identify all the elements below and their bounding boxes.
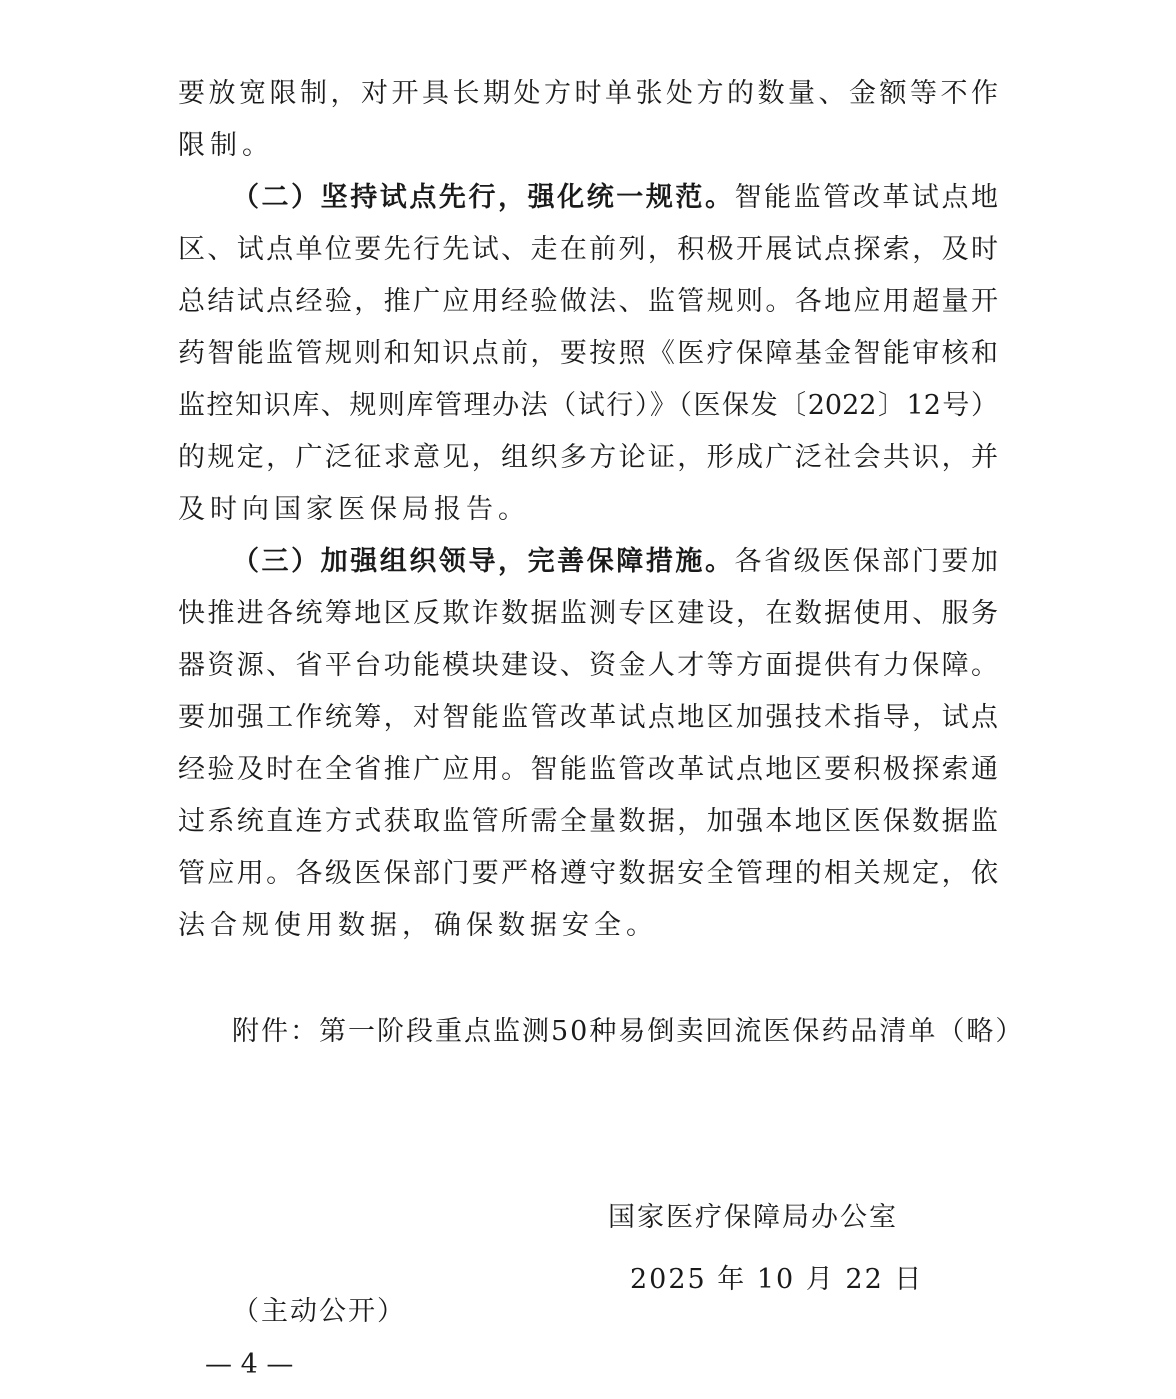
body-line: 区、试点单位要先行先试、走在前列，积极开展试点探索，及时 [178,234,998,265]
attachment-note: 附件：第一阶段重点监测50种易倒卖回流医保药品清单（略） [232,1016,1025,1047]
section-3-first-text: 各省级医保部门要加 [734,546,999,577]
body-line: 过系统直连方式获取监管所需全量数据，加强本地区医保数据监 [178,806,998,837]
section-2-first-line [232,178,998,218]
body-line: 的规定，广泛征求意见，组织多方论证，形成广泛社会共识，并 [178,442,998,473]
body-line: 器资源、省平台功能模块建设、资金人才等方面提供有力保障。 [178,650,998,681]
issuing-organization: 国家医疗保障局办公室 [608,1202,898,1233]
body-line: 管应用。各级医保部门要严格遵守数据安全管理的相关规定，依 [178,858,998,889]
body-line: 限制。 [178,130,274,161]
disclosure-label: （主动公开） [232,1296,406,1327]
body-line: 总结试点经验，推广应用经验做法、监管规则。各地应用超量开 [178,286,998,317]
body-line: 及时向国家医保局报告。 [178,494,530,525]
body-line: 法合规使用数据，确保数据安全。 [178,910,658,941]
section-3-first-line [232,542,998,582]
page-number: — 4 — [205,1349,294,1380]
body-line: 经验及时在全省推广应用。智能监管改革试点地区要积极探索通 [178,754,998,785]
section-2-heading: （二）坚持试点先行，强化统一规范。 [232,182,735,213]
body-line: 快推进各统筹地区反欺诈数据监测专区建设，在数据使用、服务 [178,598,998,629]
body-line: 要加强工作统筹，对智能监管改革试点地区加强技术指导，试点 [178,702,998,733]
issue-date: 2025 年 10 月 22 日 [630,1264,924,1295]
section-3-heading: （三）加强组织领导，完善保障措施。 [232,546,735,577]
section-2-first-text: 智能监管改革试点地 [734,182,999,213]
body-line: 要放宽限制，对开具长期处方时单张处方的数量、金额等不作 [178,78,998,109]
body-line: 监控知识库、规则库管理办法（试行）》（医保发〔2022〕12号） [178,390,998,421]
body-line: 药智能监管规则和知识点前，要按照《医疗保障基金智能审核和 [178,338,998,369]
